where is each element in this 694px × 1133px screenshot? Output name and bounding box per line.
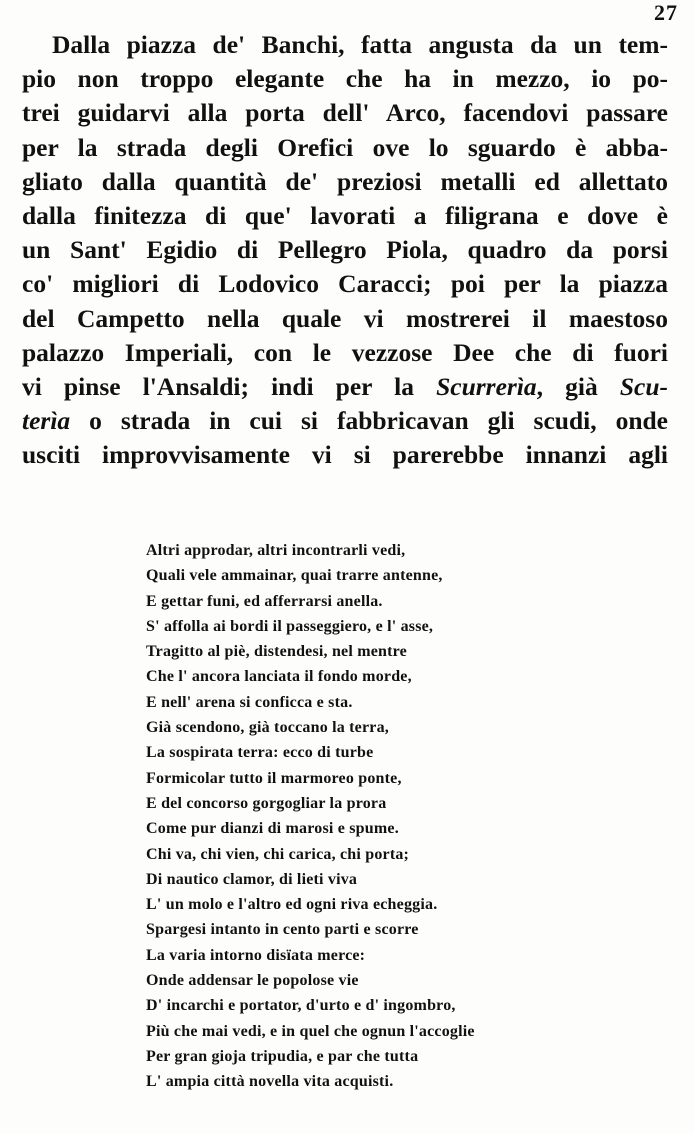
prose-line: trei guidarvi alla porta dell' Arco, facendovi passare xyxy=(22,98,668,128)
verse-line: La varia intorno disïata merce: xyxy=(146,946,366,964)
verse-quotation xyxy=(146,538,586,1095)
verse-line: La sospirata terra: ecco di turbe xyxy=(146,744,374,762)
prose-text: vi pinse l'Ansaldi; indi per la xyxy=(22,372,437,402)
prose-line xyxy=(22,370,668,404)
italic-term: Scu- xyxy=(619,372,668,402)
verse-line: Tragitto al piè, distendesi, nel mentre xyxy=(146,643,407,661)
verse-line: Più che mai vedi, e in quel che ognun l'accoglie xyxy=(146,1022,475,1040)
verse-line: Spargesi intanto in cento parti e scorre xyxy=(146,921,419,939)
prose-line: dalla finitezza di que' lavorati a filigrana e dove è xyxy=(22,201,668,231)
prose-line: Dalla piazza de' Banchi, fatta angusta da un tem- xyxy=(52,30,668,59)
verse-line: D' incarchi e portator, d'urto e d' ingombro, xyxy=(146,997,456,1015)
page-number: 27 xyxy=(654,0,678,25)
verse-line: E gettar funi, ed afferrarsi anella. xyxy=(146,592,383,610)
verse-line: Per gran gioja tripudia, e par che tutta xyxy=(146,1047,419,1065)
verse-line: E nell' arena si conficca e sta. xyxy=(146,693,353,711)
prose-line: un Sant' Egidio di Pellegro Piola, quadro da porsi xyxy=(22,235,668,265)
verse-line: S' affolla ai bordi il passeggiero, e l' asse, xyxy=(146,617,434,635)
verse-line: L' ampia città novella vita acquisti. xyxy=(146,1073,394,1091)
verse-line: Quali vele ammainar, quai trarre antenne, xyxy=(146,567,443,585)
verse-line: L' un molo e l'altro ed ogni riva echeggia. xyxy=(146,896,438,914)
prose-paragraph xyxy=(22,28,668,473)
prose-line: palazzo Imperiali, con le vezzose Dee che di fuori xyxy=(22,337,668,367)
prose-line: usciti improvvisamente vi si parerebbe innanzi agli xyxy=(22,440,668,470)
verse-line: Onde addensar le popolose vie xyxy=(146,972,359,990)
prose-line: pio non troppo elegante che ha in mezzo, io po- xyxy=(22,64,668,94)
prose-line: gliato dalla quantità de' preziosi metalli ed allettato xyxy=(22,166,668,196)
verse-line: Già scendono, già toccano la terra, xyxy=(146,719,389,737)
verse-line: Di nautico clamor, di lieti viva xyxy=(146,870,358,888)
verse-line: Che l' ancora lanciata il fondo morde, xyxy=(146,668,412,686)
italic-term: terìa xyxy=(22,406,71,436)
prose-line: del Campetto nella quale vi mostrerei il maestoso xyxy=(22,303,668,333)
prose-text: , già xyxy=(536,372,620,402)
prose-line xyxy=(22,404,668,438)
italic-term: Scurrerìa xyxy=(436,372,537,402)
verse-line: Chi va, chi vien, chi carica, chi porta; xyxy=(146,845,410,863)
verse-line: Formicolar tutto il marmoreo ponte, xyxy=(146,769,402,787)
verse-line: Come pur dianzi di marosi e spume. xyxy=(146,820,399,838)
prose-line: co' migliori di Lodovico Caracci; poi per la piazza xyxy=(22,269,668,299)
prose-text: o strada in cui si fabbricavan gli scudi, onde xyxy=(70,406,668,436)
verse-line: E del concorso gorgogliar la prora xyxy=(146,794,387,812)
prose-line: per la strada degli Orefici ove lo sguardo è abba- xyxy=(22,132,668,162)
verse-line: Altri approdar, altri incontrarli vedi, xyxy=(146,542,406,559)
